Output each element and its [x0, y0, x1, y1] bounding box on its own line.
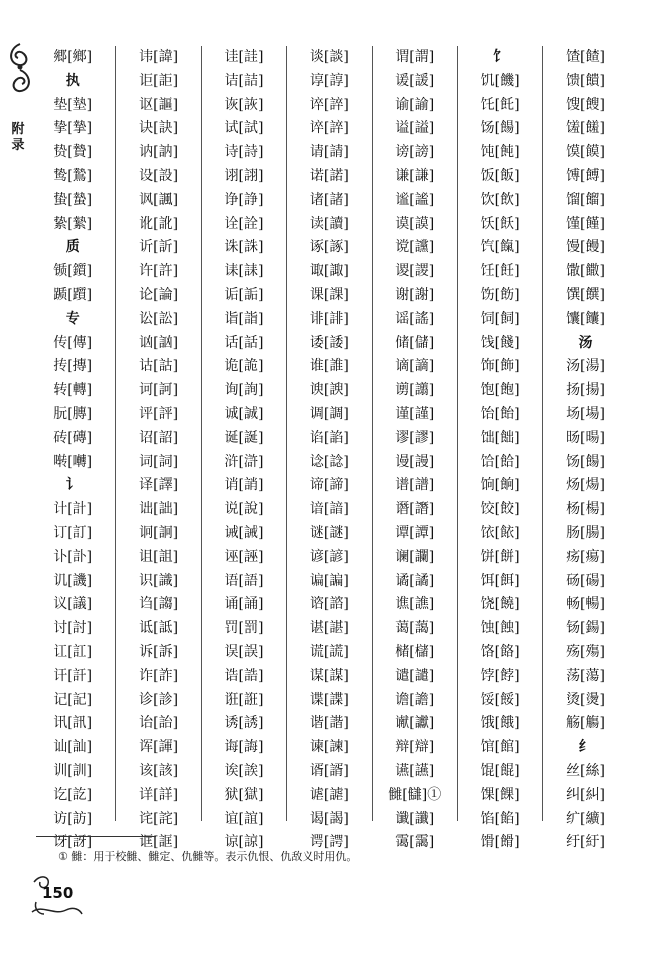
character-entry: 诗[詩] [224, 144, 264, 161]
character-entry: 诩[詡] [224, 167, 264, 184]
character-entry: 炀[煬] [566, 477, 605, 494]
radical-heading: 质 [65, 239, 80, 256]
character-entry: 诉[訴] [139, 643, 179, 660]
character-entry: 馒[饅] [566, 239, 605, 256]
character-entry: 扬[揚] [566, 382, 605, 399]
character-entry: 诲[誨] [224, 739, 264, 756]
character-entry: 馄[餛] [480, 762, 520, 779]
character-entry: 纩[纊] [566, 810, 605, 827]
character-entry: 纠[糾] [566, 786, 605, 803]
character-entry: 记[記] [53, 691, 93, 708]
character-entry: 诒[詒] [139, 715, 179, 732]
character-entry: 讽[諷] [139, 191, 179, 208]
character-entry: 诚[誠] [224, 405, 264, 422]
character-entry: 谡[謖] [395, 263, 435, 280]
character-entry: 讣[訃] [53, 548, 93, 565]
character-entry: 诳[誑] [224, 691, 264, 708]
character-entry: 讻[訩] [139, 334, 179, 351]
character-entry: 识[識] [139, 572, 179, 589]
character-entry: 谳[讞] [395, 715, 435, 732]
character-entry: 浒[滸] [224, 453, 264, 470]
character-entry: 贽[贄] [53, 144, 93, 161]
character-entry: 饫[飫] [480, 215, 520, 232]
character-entry: 旸[暘] [566, 429, 605, 446]
character-entry: 谕[諭] [395, 96, 435, 113]
character-entry: 请[請] [309, 144, 349, 161]
character-entry: 郷[鄉] [53, 49, 93, 65]
character-entry: 辩[辯] [395, 739, 435, 756]
character-entry: 锧[鑕] [53, 263, 93, 280]
character-entry: 饱[飽] [480, 382, 520, 399]
character-entry: 谝[諞] [309, 572, 349, 589]
character-entry: 馓[饊] [566, 263, 605, 280]
character-entry: 谁[誰] [309, 358, 349, 375]
character-entry: 诬[誣] [224, 548, 264, 565]
character-entry: 诘[詰] [224, 72, 264, 89]
character-entry: 讹[訛] [139, 215, 179, 232]
character-entry: 讵[詎] [139, 72, 179, 89]
character-entry: 䜣[訢] [139, 239, 179, 256]
character-entry: 谶[讖] [395, 810, 435, 827]
character-entry: 罚[罰] [224, 620, 264, 637]
character-entry: 狱[獄] [224, 786, 264, 803]
character-entry: 饧[餳] [480, 120, 520, 137]
character-entry: 馎[餺] [566, 167, 605, 184]
character-entry: 诶[誒] [224, 762, 264, 779]
character-entry: 谀[諛] [309, 382, 349, 399]
character-entry: 谋[謀] [309, 667, 349, 684]
character-entry: 馊[餿] [566, 96, 605, 113]
character-entry: 该[該] [139, 762, 179, 779]
character-entry: 饻[餏] [480, 524, 520, 541]
character-entry: 诟[詬] [224, 286, 264, 303]
character-entry: 诽[誹] [309, 310, 349, 327]
character-entry: 馐[饈] [566, 120, 605, 137]
character-entry: 饲[飼] [480, 310, 520, 327]
character-entry: 谒[謁] [309, 810, 349, 827]
side-label: 附录 [11, 122, 25, 153]
character-entry: 饰[飾] [480, 358, 520, 375]
character-entry: 烫[燙] [566, 691, 605, 708]
character-entry: 纡[紆] [566, 834, 605, 851]
character-entry: 砀[碭] [566, 572, 605, 589]
character-entry: 朊[膞] [53, 405, 93, 422]
character-entry: 诿[諉] [309, 334, 349, 351]
character-entry: 谟[謨] [395, 215, 435, 232]
character-entry: 诋[詆] [139, 620, 179, 637]
character-entry: 饸[餄] [480, 453, 520, 470]
character-entry: 诠[詮] [224, 215, 264, 232]
character-entry: 讧[訌] [53, 643, 93, 660]
character-entry: 诀[訣] [139, 120, 179, 137]
character-entry: 雠[讎]① [388, 786, 442, 803]
character-entry: 讥[譏] [53, 572, 93, 589]
character-entry: 诇[詗] [139, 524, 179, 541]
character-entry: 谎[謊] [309, 643, 349, 660]
character-entry: 谂[諗] [309, 453, 349, 470]
character-entry: 讳[諱] [139, 49, 179, 65]
table-column [30, 46, 115, 851]
character-entry: 殇[殤] [566, 643, 605, 660]
character-entry: 评[評] [139, 405, 179, 422]
character-entry: 诮[誚] [224, 477, 264, 494]
character-entry: 储[儲] [395, 334, 435, 351]
character-entry: 蛰[蟄] [53, 191, 93, 208]
character-entry: 饭[飯] [480, 167, 520, 184]
character-entry: 诔[誄] [224, 263, 264, 280]
character-entry: 设[設] [139, 167, 179, 184]
character-entry: 试[試] [224, 120, 264, 137]
character-entry: 谭[譚] [395, 524, 435, 541]
character-entry: 诙[詼] [224, 96, 264, 113]
character-entry: 饷[餉] [480, 477, 520, 494]
character-entry: 饩[餼] [480, 239, 520, 256]
character-entry: 讫[訖] [53, 786, 93, 803]
character-entry: 诸[諸] [309, 191, 349, 208]
character-entry: 训[訓] [53, 762, 93, 779]
character-entry: 诵[誦] [224, 596, 264, 613]
character-entry: 谑[謔] [309, 786, 349, 803]
character-entry: 垫[墊] [53, 96, 93, 113]
character-entry: 诡[詭] [224, 358, 264, 375]
character-entry: 谵[譫] [395, 691, 435, 708]
character-entry: 馇[餷] [566, 49, 605, 65]
character-entry: 钖[鍚] [566, 620, 605, 637]
character-entry: 询[詢] [224, 382, 264, 399]
table-column [372, 46, 457, 851]
character-entry: 䜩[讌] [395, 762, 435, 779]
character-entry: 饬[飭] [480, 286, 520, 303]
character-entry: 说[說] [224, 501, 264, 518]
character-entry: 饯[餞] [480, 334, 520, 351]
character-entry: 饧[餳] [566, 453, 605, 470]
character-entry: 馔[饌] [566, 286, 605, 303]
character-entry: 谏[諫] [309, 739, 349, 756]
character-entry: 谐[諧] [309, 715, 349, 732]
character-entry: 霭[靄] [395, 834, 435, 851]
character-entry: 详[詳] [139, 786, 179, 803]
character-entry: 讨[討] [53, 620, 93, 637]
character-entry: 诤[諍] [224, 191, 264, 208]
character-entry: 诨[諢] [139, 739, 179, 756]
character-entry: 诞[誕] [224, 429, 264, 446]
character-entry: 馕[饢] [566, 310, 605, 327]
radical-heading: 执 [65, 72, 80, 89]
character-entry: 订[訂] [53, 524, 93, 541]
character-entry: 许[許] [139, 263, 179, 280]
radical-heading: 专 [65, 310, 80, 327]
character-entry: 谢[謝] [395, 286, 435, 303]
character-entry: 馅[餡] [480, 810, 520, 827]
radical-heading: 汤 [578, 334, 593, 351]
character-entry: 调[調] [309, 405, 349, 422]
character-entry: 馈[饋] [566, 72, 605, 89]
character-entry: 谇[誶] [309, 96, 349, 113]
character-entry: 诱[誘] [224, 715, 264, 732]
character-entry: 汤[湯] [566, 358, 605, 375]
character-entry: 诈[詐] [139, 667, 179, 684]
character-entry: 课[課] [309, 286, 349, 303]
character-entry: 讴[謳] [139, 96, 179, 113]
character-entry: 谔[諤] [309, 834, 349, 851]
radical-heading: 讠 [65, 477, 80, 494]
character-entry: 讼[訟] [139, 310, 179, 327]
character-entry: 谥[謚] [395, 120, 435, 137]
character-entry: 议[議] [53, 596, 93, 613]
character-entry: 场[場] [566, 405, 605, 422]
character-entry: 踬[躓] [53, 286, 93, 303]
character-entry: 馏[餾] [566, 191, 605, 208]
character-entry: 谤[謗] [395, 144, 435, 161]
character-entry: 饶[饒] [480, 596, 520, 613]
character-table [30, 46, 628, 851]
character-entry: 谌[諶] [309, 620, 349, 637]
character-entry: 诼[諑] [309, 239, 349, 256]
character-entry: 疡[瘍] [566, 548, 605, 565]
character-entry: 饦[飥] [480, 96, 520, 113]
page-number: 150 [42, 884, 74, 902]
character-entry: 谓[謂] [395, 49, 435, 65]
character-entry: 诫[誡] [224, 524, 264, 541]
character-entry: 谞[諝] [309, 762, 349, 779]
character-entry: 讷[訥] [139, 144, 179, 161]
character-entry: 馑[饉] [566, 215, 605, 232]
character-entry: 传[傳] [53, 334, 93, 351]
character-entry: 诓[誆] [139, 834, 179, 851]
character-entry: 谆[諄] [309, 72, 349, 89]
character-entry: 饳[飿] [480, 429, 520, 446]
character-entry: 诃[訶] [139, 382, 179, 399]
character-entry: 诌[謅] [139, 596, 179, 613]
character-entry: 馃[餜] [480, 786, 520, 803]
character-entry: 蔼[藹] [395, 620, 435, 637]
character-entry: 论[論] [139, 286, 179, 303]
character-entry: 诰[誥] [224, 667, 264, 684]
character-entry: 讦[訐] [53, 667, 93, 684]
character-entry: 谮[譖] [395, 501, 435, 518]
table-column [542, 46, 627, 851]
character-entry: 谖[諼] [395, 72, 435, 89]
character-entry: 诂[詁] [139, 358, 179, 375]
character-entry: 译[譯] [139, 477, 179, 494]
character-entry: 谱[譜] [395, 477, 435, 494]
character-entry: 谜[謎] [309, 524, 349, 541]
radical-heading: 纟 [578, 739, 593, 756]
character-entry: 转[轉] [53, 382, 93, 399]
character-entry: 访[訪] [53, 810, 93, 827]
character-entry: 谅[諒] [224, 834, 264, 851]
character-entry: 谊[誼] [224, 810, 264, 827]
character-entry: 谍[諜] [309, 691, 349, 708]
character-entry: 谰[讕] [395, 548, 435, 565]
character-entry: 谣[謠] [395, 310, 435, 327]
character-entry: 谙[諳] [309, 501, 349, 518]
character-entry: 讯[訊] [53, 715, 93, 732]
character-entry: 饪[飪] [480, 263, 520, 280]
character-entry: 饥[饑] [480, 72, 520, 89]
character-entry: 饮[飲] [480, 191, 520, 208]
character-entry: 畅[暢] [566, 596, 605, 613]
character-entry: 谲[譎] [395, 572, 435, 589]
character-entry: 谘[諮] [309, 596, 349, 613]
character-entry: 谄[諂] [309, 429, 349, 446]
character-entry: 馁[餒] [480, 691, 520, 708]
character-entry: 谯[譙] [395, 596, 435, 613]
character-entry: 饼[餅] [480, 548, 520, 565]
character-entry: 诎[詘] [139, 501, 179, 518]
character-entry: 谪[謫] [395, 358, 435, 375]
character-entry: 觞[觴] [566, 715, 605, 732]
character-entry: 谇[誶] [309, 120, 349, 137]
character-entry: 抟[摶] [53, 358, 93, 375]
character-entry: 挚[摯] [53, 120, 93, 137]
character-entry: 丝[絲] [566, 762, 605, 779]
character-entry: 鸷[鷙] [53, 167, 93, 184]
character-entry: 絷[縶] [53, 215, 93, 232]
character-entry: 谦[謙] [395, 167, 435, 184]
character-entry: 诏[詔] [139, 429, 179, 446]
character-entry: 谧[謐] [395, 191, 435, 208]
character-entry: 砖[磚] [53, 429, 93, 446]
character-entry: 馆[館] [480, 739, 520, 756]
character-entry: 语[語] [224, 572, 264, 589]
character-entry: 计[計] [53, 501, 93, 518]
table-column [115, 46, 200, 851]
character-entry: 诛[誅] [224, 239, 264, 256]
character-entry: 饺[餃] [480, 501, 520, 518]
character-entry: 诺[諾] [309, 167, 349, 184]
character-entry: 谈[談] [309, 49, 349, 65]
character-entry: 饴[飴] [480, 405, 520, 422]
character-entry: 饽[餑] [480, 667, 520, 684]
character-entry: 诣[詣] [224, 310, 264, 327]
character-entry: 讪[訕] [53, 739, 93, 756]
character-entry: 词[詞] [139, 453, 179, 470]
footnote-divider [36, 836, 156, 837]
radical-heading: 饣 [493, 49, 508, 65]
character-entry: 蚀[蝕] [480, 620, 520, 637]
character-entry: 槠[櫧] [395, 643, 435, 660]
character-entry: 馍[饃] [566, 144, 605, 161]
character-entry: 话[話] [224, 334, 264, 351]
character-entry: 谬[謬] [395, 429, 435, 446]
table-column [457, 46, 542, 851]
character-entry: 诖[詿] [224, 49, 264, 65]
character-entry: 诧[詫] [139, 810, 179, 827]
character-entry: 谩[謾] [395, 453, 435, 470]
character-entry: 肠[腸] [566, 524, 605, 541]
character-entry: 饵[餌] [480, 572, 520, 589]
character-entry: 谠[讜] [395, 239, 435, 256]
character-entry: 讶[訝] [53, 834, 93, 851]
character-entry: 谚[諺] [309, 548, 349, 565]
character-entry: 诅[詛] [139, 548, 179, 565]
character-entry: 馉[餶] [480, 834, 520, 851]
character-entry: 饿[餓] [480, 715, 520, 732]
character-entry: 谛[諦] [309, 477, 349, 494]
character-entry: 诹[諏] [309, 263, 349, 280]
footnote: ① 雠：用于校雠、雠定、仇雠等。表示仇恨、仇敌义时用仇。 [58, 850, 358, 863]
character-entry: 荡[蕩] [566, 667, 605, 684]
character-entry: 饨[飩] [480, 144, 520, 161]
character-entry: 诊[診] [139, 691, 179, 708]
character-entry: 谨[謹] [395, 405, 435, 422]
table-column [286, 46, 371, 851]
character-entry: 啭[囀] [53, 453, 93, 470]
character-entry: 谫[譾] [395, 382, 435, 399]
character-entry: 饹[餎] [480, 643, 520, 660]
character-entry: 杨[楊] [566, 501, 605, 518]
character-entry: 谴[譴] [395, 667, 435, 684]
table-column [201, 46, 286, 851]
character-entry: 误[誤] [224, 643, 264, 660]
character-entry: 读[讀] [309, 215, 349, 232]
